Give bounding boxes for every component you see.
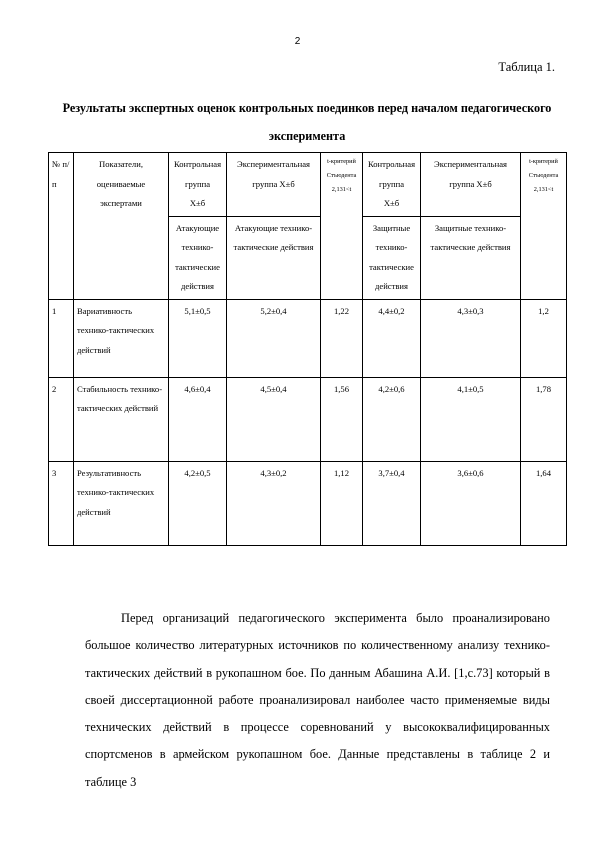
row-num: 3 — [49, 461, 74, 545]
row-control-2: 4,2±0,6 — [363, 377, 421, 461]
header-control-1-formula: Х±б — [189, 198, 206, 208]
header-experimental-2: Экспериментальная группа Х±б — [421, 153, 521, 217]
subheader-defense-1: Защитные технико-тактические действия — [363, 216, 421, 299]
row-t-2: 1,64 — [521, 461, 567, 545]
row-control-2: 4,4±0,2 — [363, 299, 421, 377]
table-label: Таблица 1. — [498, 60, 555, 74]
header-num: № п/п — [49, 153, 74, 300]
row-control-2: 3,7±0,4 — [363, 461, 421, 545]
row-num: 1 — [49, 299, 74, 377]
table-row — [49, 299, 567, 377]
row-experimental-2: 4,3±0,3 — [421, 299, 521, 377]
page-number: 2 — [294, 36, 301, 47]
header-control-1-label: Контрольная группа — [173, 159, 222, 189]
results-table — [48, 152, 567, 546]
subheader-defense-2: Защитные технико-тактические действия — [421, 216, 521, 299]
row-experimental-1: 4,5±0,4 — [227, 377, 321, 461]
row-indicator: Результативность технико-тактических действий — [74, 461, 169, 545]
row-t-1: 1,12 — [321, 461, 363, 545]
row-experimental-2: 3,6±0,6 — [421, 461, 521, 545]
row-num: 2 — [49, 377, 74, 461]
header-control-1 — [169, 153, 227, 217]
row-t-1: 1,56 — [321, 377, 363, 461]
row-t-2: 1,2 — [521, 299, 567, 377]
header-control-2-formula: Х±б — [383, 198, 400, 208]
row-control-1: 4,6±0,4 — [169, 377, 227, 461]
row-t-1: 1,22 — [321, 299, 363, 377]
table-title: Результаты экспертных оценок контрольных поединков перед началом педагогического эксперимента — [62, 101, 552, 143]
header-experimental-1: Экспериментальная группа Х±б — [227, 153, 321, 217]
header-control-2-label: Контрольная группа — [367, 159, 416, 189]
row-control-1: 4,2±0,5 — [169, 461, 227, 545]
row-experimental-1: 4,3±0,2 — [227, 461, 321, 545]
header-t-2: t-критерий Стъюдента 2,131<t — [521, 153, 567, 300]
subheader-attack-1: Атакующие технико-тактические действия — [169, 216, 227, 299]
table-row — [49, 461, 567, 545]
header-row — [49, 153, 567, 217]
header-control-2 — [363, 153, 421, 217]
header-t-1: t-критерий Стъюдента 2,131<t — [321, 153, 363, 300]
row-indicator: Стабильность технико-тактических действий — [74, 377, 169, 461]
header-indicators: Показатели, оцениваемые экспертами — [74, 153, 169, 300]
row-indicator: Вариативность технико-тактических действий — [74, 299, 169, 377]
subheader-attack-2: Атакующие технико-тактические действия — [227, 216, 321, 299]
body-paragraph: Перед организаций педагогического эксперимента было проанализировано большое количество литературных источников по количественному анализу технико-тактических действий в рукопашном бое. По данным Абашина А.И. [1,с.73] который в своей диссертационной работе проанализировал наиболее часто применяемые виды технических действий в процессе соревнований у высококвалифицированных спортсменов в армейском рукопашном бое. Данные представлены в таблице 2 и таблице 3 — [85, 611, 550, 789]
row-t-2: 1,78 — [521, 377, 567, 461]
row-experimental-2: 4,1±0,5 — [421, 377, 521, 461]
row-control-1: 5,1±0,5 — [169, 299, 227, 377]
table-row — [49, 377, 567, 461]
row-experimental-1: 5,2±0,4 — [227, 299, 321, 377]
